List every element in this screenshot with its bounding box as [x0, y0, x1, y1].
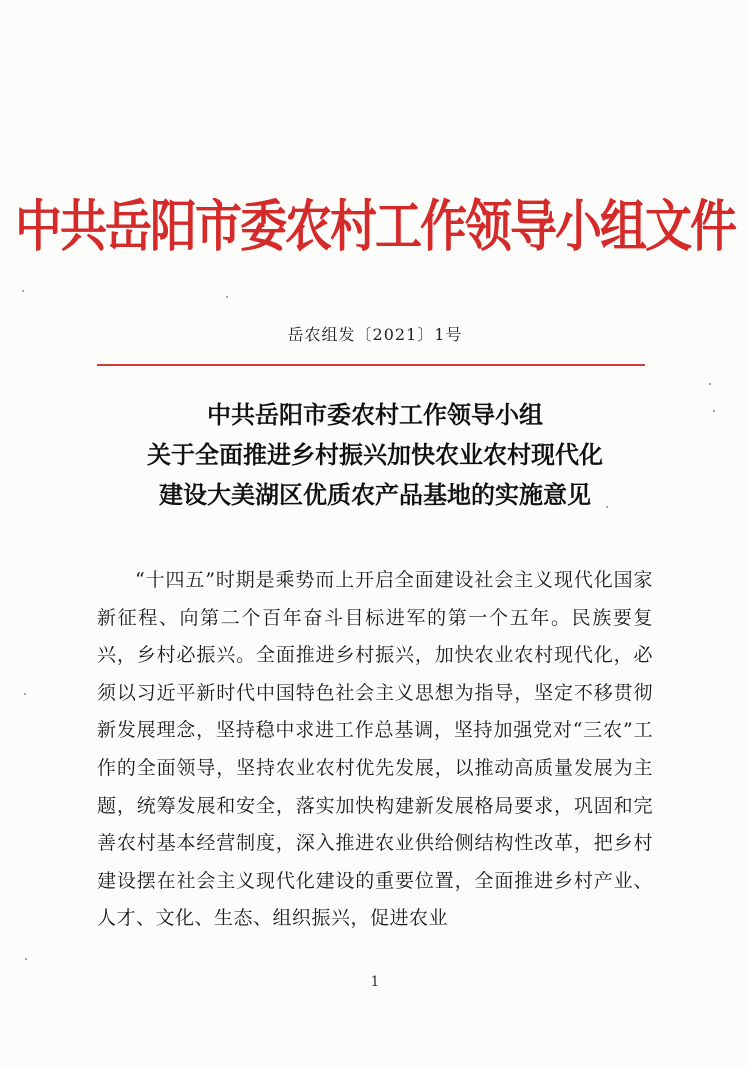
- title-line-1: 中共岳阳市委农村工作领导小组: [207, 401, 543, 429]
- document-title: [0, 395, 750, 515]
- scan-speck: [606, 506, 608, 508]
- page-number: 1: [370, 974, 380, 990]
- scan-speck: [226, 296, 228, 298]
- scan-speck: [22, 290, 24, 292]
- title-line-3: 建设大美湖区优质农产品基地的实施意见: [159, 481, 591, 509]
- scan-speck: [24, 693, 26, 695]
- title-line-2: 关于全面推进乡村振兴加快农业农村现代化: [147, 441, 603, 469]
- document-number: 岳农组发〔2021〕1号: [287, 325, 463, 344]
- scan-speck: [25, 958, 27, 960]
- scan-speck: [713, 410, 715, 412]
- scan-speck: [709, 383, 711, 385]
- red-divider-line: [97, 364, 645, 366]
- document-header-title: 中共岳阳市委农村工作领导小组文件: [15, 194, 735, 260]
- document-body-paragraph: “十四五”时期是乘势而上开启全面建设社会主义现代化国家新征程、向第二个百年奋斗目标进军的第一个五年。民族要复兴，乡村必振兴。全面推进乡村振兴，加快农业农村现代化，必须以习近平新时代中国特色社会主义思想为指导，坚定不移贯彻新发展理念，坚持稳中求进工作总基调，坚持加强党对“三农”工作的全面领导，坚持农业农村优先发展，以推动高质量发展为主题，统筹发展和安全，落实加快构建新发展格局要求，巩固和完善农村基本经营制度，深入推进农业供给侧结构性改革，把乡村建设摆在社会主义现代化建设的重要位置，全面推进乡村产业、人才、文化、生态、组织振兴，促进农业: [97, 569, 653, 930]
